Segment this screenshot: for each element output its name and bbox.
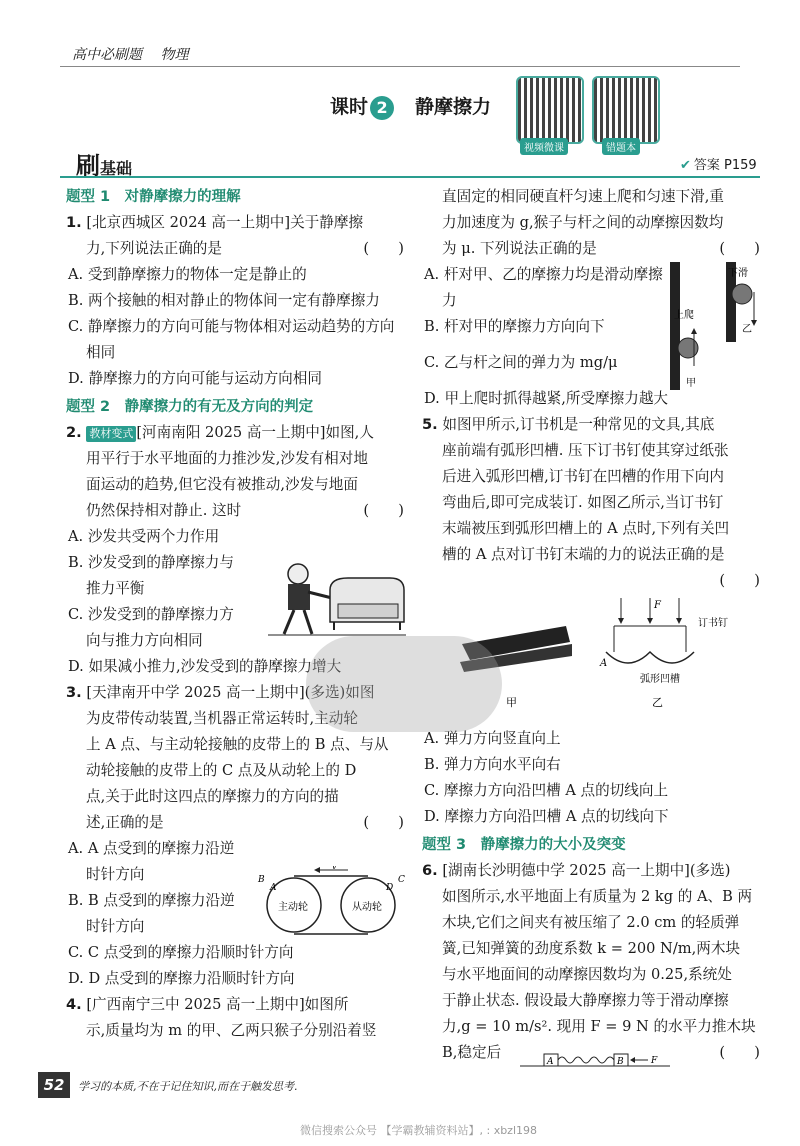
lesson-number-badge: 2: [370, 96, 394, 120]
monkey-jia: [678, 338, 698, 358]
option-b: B. 弹力方向水平向右: [424, 756, 561, 773]
groove-label: 弧形凹槽: [640, 674, 680, 685]
spring-blocks-figure: [520, 1048, 670, 1072]
point-d-label: D: [386, 883, 394, 893]
option-a: A. 沙发共受两个力作用: [68, 528, 220, 545]
question-4-continued: 直固定的相同硬直杆匀速上爬和匀速下滑,重 力加速度为 g,猴子与杆之间的动摩擦因数均 为 μ. 下列说法正确的是 ( ) A. 杆对甲、乙的摩擦力均是滑动摩擦力 B. 杆对甲的摩擦力方向向下 C. 乙与杆之间的弹力为 mg/μ D. 甲上爬时抓得越紧,所受摩擦力越大: [422, 184, 760, 412]
point-c-label: C: [398, 875, 405, 885]
page-number: 52: [38, 1072, 70, 1098]
qr-label-video: 视频微课: [520, 138, 568, 155]
point-a-label: A: [270, 883, 277, 893]
yi-label: 乙: [742, 324, 752, 335]
option-d: D. D 点受到的摩擦力沿顺时针方向: [68, 970, 295, 987]
option-d: D. 摩擦力方向沿凹槽 A 点的切线向下: [424, 808, 669, 825]
slide-down-label: 下滑: [728, 268, 748, 279]
question-6: 6. [湖南长沙明德中学 2025 高一上期中](多选) 如图所示,水平地面上有质量为 2 kg 的 A、B 两 木块,它们之间夹有被压缩了 2.0 cm 的轻质弹 簧,已知弹簧的劲度系数 k = 200 N/m,两木块 与水平地面间的动摩擦因数均为 0.25,系统处 于静止状态. 假设最大静摩擦力等于滑动摩擦 力,g = 10 m/s². 现用 F = 9 N 的水平力推木块 B,稳定后 ( ): [422, 862, 760, 1061]
qr-code-wrongbook[interactable]: [592, 76, 660, 144]
subject-name: 物理: [160, 47, 189, 63]
question-1: 1. [北京西城区 2024 高一上期中]关于静摩擦 力,下列说法正确的是 ( ) A. 受到静摩擦力的物体一定是静止的 B. 两个接触的相对静止的物体间一定有静摩擦力 C. 静摩擦力的方向可能与物体相对运动趋势的方向相同 D. 静摩擦力的方向可能与运动方向相同: [66, 210, 404, 392]
monkey-yi: [732, 284, 752, 304]
option-a: A. 弹力方向竖直向上: [424, 730, 561, 747]
section-heading-2: 题型 2 静摩擦力的有无及方向的判定: [66, 399, 314, 415]
bottom-watermark: 微信搜索公众号 【学霸教辅资料站】, : xbzl198: [300, 1124, 538, 1137]
option-b: B. B 点受到的摩擦力沿逆时针方向: [68, 892, 235, 935]
option-d: D. 如果减小推力,沙发受到的静摩擦力增大: [68, 658, 342, 675]
option-c: C. 摩擦力方向沿凹槽 A 点的切线向上: [424, 782, 669, 799]
option-c: C. 乙与杆之间的弹力为 mg/μ: [424, 354, 618, 371]
option-c: C. C 点受到的摩擦力沿顺时针方向: [68, 944, 294, 961]
option-a: A. 受到静摩擦力的物体一定是静止的: [68, 266, 307, 283]
belt-drive-diagram: [252, 866, 408, 940]
header-divider: [60, 66, 740, 67]
footer-motto: 学习的本质,不在于记住知识,而在于触发思考.: [78, 1080, 298, 1093]
lesson-title: 课时 2 静摩擦力: [330, 96, 492, 118]
staple-label: 订书钉: [698, 618, 728, 629]
fig-yi-label: 乙: [652, 696, 663, 709]
groove-arc: [606, 652, 694, 663]
velocity-label: v: [332, 866, 337, 871]
series-name: 高中必刷题: [72, 47, 142, 63]
lesson-name: 静摩擦力: [415, 96, 492, 118]
spring: [558, 1057, 614, 1063]
check-icon: ✔: [680, 158, 691, 173]
qr-code-video[interactable]: [516, 76, 584, 144]
question-5: 5. 如图甲所示,订书机是一种常见的文具,其底 座前端有弧形凹槽. 压下订书钉使其穿过纸张 后进入弧形凹槽,订书钉在凹槽的作用下向内 弯曲后,即可完成装订. 如图乙所示,当订书钉 末端被压到弧形凹槽上的 A 点时,下列有关凹 槽的 A 点对订书钉末端的力的说法正确的是 ( ) A. 弹力方向竖直向上 B. 弹力方向水平向右 C. 摩擦力方向沿凹槽 A 点的切线向上 D. 摩擦力方向沿凹槽 A 点的切线向下: [422, 412, 760, 830]
sofa-push-figure: [268, 560, 406, 638]
option-b: B. 沙发受到的静摩擦力与推力平衡: [68, 554, 234, 597]
watermark-stamp: [306, 636, 502, 732]
point-b-label: B: [258, 875, 265, 885]
option-c: C. 静摩擦力的方向可能与物体相对运动趋势的方向相同: [68, 318, 395, 361]
climb-up-label: 上爬: [674, 310, 694, 321]
force-label: F: [654, 600, 661, 611]
person-head: [288, 564, 308, 584]
monkey-pole-figure: [662, 262, 762, 392]
qr-label-wrongbook: 错题本: [602, 138, 640, 155]
option-d: D. 甲上爬时抓得越紧,所受摩擦力越大: [424, 390, 669, 407]
point-a-label: A: [600, 658, 608, 669]
block-b-label: B: [617, 1057, 624, 1067]
option-b: B. 杆对甲的摩擦力方向向下: [424, 318, 605, 335]
section-brand: 刷基础: [76, 152, 133, 180]
fig-jia-label: 甲: [506, 696, 517, 709]
option-a: A. 杆对甲、乙的摩擦力均是滑动摩擦力: [424, 266, 663, 309]
running-header: [72, 44, 188, 64]
section-heading-1: 题型 1 对静摩擦力的理解: [66, 189, 241, 205]
option-c: C. 沙发受到的静摩擦力方向与推力方向相同: [68, 606, 234, 649]
driven-label: 从动轮: [352, 902, 382, 913]
question-3: 3. [天津南开中学 2025 高一上期中](多选)如图 为皮带传动装置,当机器正常运转时,主动轮 上 A 点、与主动轮接触的皮带上的 B 点、与从 动轮接触的皮带上的 C 点及从动轮上的 D 点,关于此时这四点的摩擦力的方向的描 述,正确的是 ( ) A. A 点受到的摩擦力沿逆时针方向 B. B 点受到的摩擦力沿逆时针方向 C. C 点受到的摩擦力沿顺时针方向 D. D 点受到的摩擦力沿顺时针方向: [66, 680, 404, 992]
brand-rule: [60, 176, 760, 178]
driver-label: 主动轮: [278, 902, 308, 913]
question-2: 2. 教材变式 [河南南阳 2025 高一上期中]如图,人 用平行于水平地面的力推沙发,沙发有相对地 面运动的趋势,但它没有被推动,沙发与地面 仍然保持相对静止. 这时 ( ) A. 沙发共受两个力作用 B. 沙发受到的静摩擦力与推力平衡 C. 沙发受到的静摩擦力方向与推力方向相同 D. 如果减小推力,沙发受到的静摩擦力增大: [66, 420, 404, 680]
textbook-variant-tag: 教材变式: [86, 426, 136, 442]
answer-reference: ✔ 答案 P159: [680, 158, 757, 173]
jia-label: 甲: [686, 378, 696, 389]
block-a-label: A: [547, 1057, 554, 1067]
person-body: [288, 584, 310, 610]
option-b: B. 两个接触的相对静止的物体间一定有静摩擦力: [68, 292, 380, 309]
option-d: D. 静摩擦力的方向可能与运动方向相同: [68, 370, 322, 387]
option-a: A. A 点受到的摩擦力沿逆时针方向: [68, 840, 235, 883]
force-f-label: F: [651, 1056, 658, 1066]
question-4: 4. [广西南宁三中 2025 高一上期中]如图所 示,质量均为 m 的甲、乙两只猴子分别沿着竖: [66, 996, 377, 1039]
pole-left: [670, 262, 680, 390]
section-heading-3: 题型 3 静摩擦力的大小及突变: [422, 837, 626, 853]
